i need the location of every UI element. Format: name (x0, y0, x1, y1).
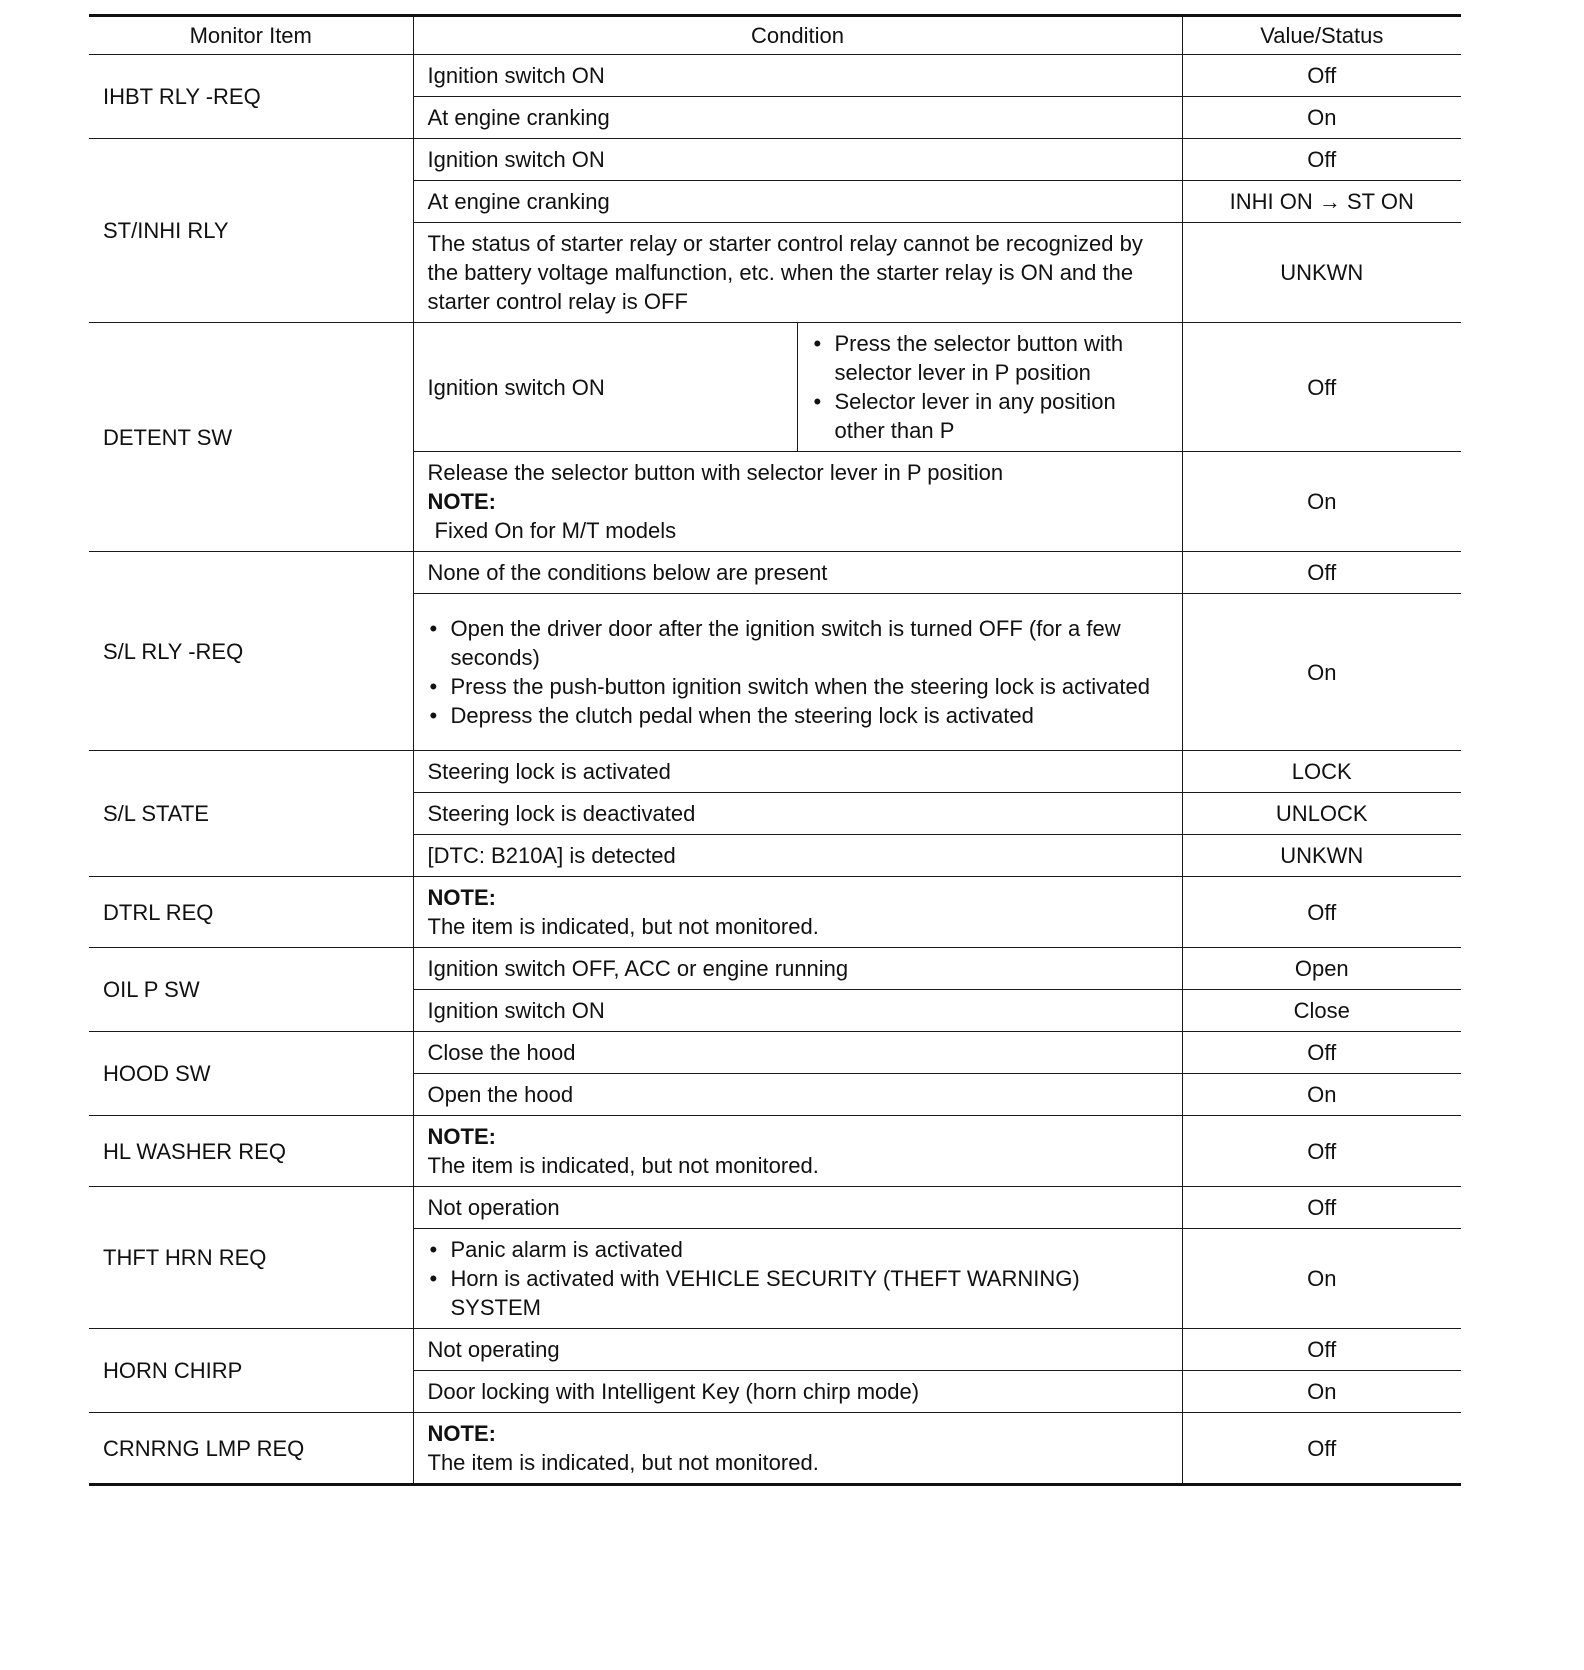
header-condition: Condition (413, 16, 1182, 55)
value-cell: Off (1182, 55, 1461, 97)
table-row (89, 1413, 1461, 1485)
table-row (89, 877, 1461, 948)
monitor-item-cell: HORN CHIRP (89, 1329, 413, 1413)
condition-cell (413, 1116, 1182, 1187)
value-cell: On (1182, 97, 1461, 139)
monitor-item-table (89, 14, 1461, 1486)
condition-cell: [DTC: B210A] is detected (413, 835, 1182, 877)
condition-cell (413, 1413, 1182, 1485)
condition-cell: Steering lock is deactivated (413, 793, 1182, 835)
condition-cell: Ignition switch ON (413, 55, 1182, 97)
condition-cell: Door locking with Intelligent Key (horn chirp mode) (413, 1371, 1182, 1413)
value-cell: Off (1182, 1187, 1461, 1229)
condition-bullet-list (428, 614, 1168, 730)
table-row (89, 139, 1461, 181)
condition-cell: At engine cranking (413, 97, 1182, 139)
value-cell: Off (1182, 139, 1461, 181)
value-cell: On (1182, 594, 1461, 751)
list-item: • Press the selector button with selector lever in P position (812, 329, 1168, 387)
value-cell: Off (1182, 1116, 1461, 1187)
note-label: NOTE: (427, 1421, 496, 1446)
condition-cell: Ignition switch ON (413, 990, 1182, 1032)
table-row (89, 1116, 1461, 1187)
value-cell: Close (1182, 990, 1461, 1032)
value-cell: Open (1182, 948, 1461, 990)
value-cell: Off (1182, 1413, 1461, 1485)
note-text: The item is indicated, but not monitored. (427, 914, 819, 939)
value-cell: INHI ON → ST ON (1182, 181, 1461, 223)
list-item: • Horn is activated with VEHICLE SECURITY (THEFT WARNING) SYSTEM (428, 1264, 1168, 1322)
value-cell: On (1182, 1371, 1461, 1413)
table-header-row (89, 16, 1461, 55)
table-row (89, 552, 1461, 594)
monitor-item-cell: S/L STATE (89, 751, 413, 877)
value-cell: Off (1182, 877, 1461, 948)
value-cell: Off (1182, 1329, 1461, 1371)
table-row (89, 948, 1461, 990)
condition-cell: Not operation (413, 1187, 1182, 1229)
monitor-item-cell: ST/INHI RLY (89, 139, 413, 323)
condition-detail-cell (797, 323, 1182, 452)
value-cell: Off (1182, 1032, 1461, 1074)
table-row (89, 1032, 1461, 1074)
monitor-item-cell: OIL P SW (89, 948, 413, 1032)
table-row (89, 323, 1461, 452)
value-cell: UNKWN (1182, 835, 1461, 877)
table-row (89, 1329, 1461, 1371)
condition-bullet-list (812, 329, 1168, 445)
note-text: Fixed On for M/T models (434, 518, 677, 543)
condition-cell: Ignition switch ON (413, 323, 797, 452)
value-cell: UNLOCK (1182, 793, 1461, 835)
value-cell: On (1182, 1229, 1461, 1329)
monitor-item-cell: THFT HRN REQ (89, 1187, 413, 1329)
condition-cell: None of the conditions below are present (413, 552, 1182, 594)
value-cell: On (1182, 452, 1461, 552)
list-item: • Press the push-button ignition switch when the steering lock is activated (428, 672, 1168, 701)
monitor-item-table-sheet (89, 14, 1461, 1486)
header-monitor-item: Monitor Item (89, 16, 413, 55)
condition-cell: The status of starter relay or starter control relay cannot be recognized by the battery voltage malfunction, etc. when the starter relay is ON and the starter control relay is OFF (413, 223, 1182, 323)
condition-cell: Ignition switch ON (413, 139, 1182, 181)
condition-cell: At engine cranking (413, 181, 1182, 223)
condition-text: Release the selector button with selector lever in P position (427, 460, 1004, 485)
monitor-item-cell: DETENT SW (89, 323, 413, 552)
list-item: • Panic alarm is activated (428, 1235, 1168, 1264)
note-text: The item is indicated, but not monitored. (427, 1153, 819, 1178)
monitor-item-cell: IHBT RLY -REQ (89, 55, 413, 139)
condition-cell: Steering lock is activated (413, 751, 1182, 793)
table-row (89, 55, 1461, 97)
condition-cell: Close the hood (413, 1032, 1182, 1074)
value-cell: LOCK (1182, 751, 1461, 793)
note-label: NOTE: (427, 885, 496, 910)
monitor-item-cell: CRNRNG LMP REQ (89, 1413, 413, 1485)
note-text: The item is indicated, but not monitored. (427, 1450, 819, 1475)
monitor-item-cell: DTRL REQ (89, 877, 413, 948)
note-label: NOTE: (427, 489, 496, 514)
value-cell: Off (1182, 323, 1461, 452)
condition-cell: Not operating (413, 1329, 1182, 1371)
monitor-item-cell: HOOD SW (89, 1032, 413, 1116)
condition-bullet-list (428, 1235, 1168, 1322)
table-row (89, 751, 1461, 793)
condition-cell (413, 452, 1182, 552)
header-value-status: Value/Status (1182, 16, 1461, 55)
value-cell: On (1182, 1074, 1461, 1116)
condition-cell (413, 877, 1182, 948)
table-row (89, 1187, 1461, 1229)
value-cell: Off (1182, 552, 1461, 594)
monitor-item-cell: S/L RLY -REQ (89, 552, 413, 751)
note-label: NOTE: (427, 1124, 496, 1149)
condition-cell (413, 594, 1182, 751)
list-item: • Selector lever in any position other than P (812, 387, 1168, 445)
condition-cell: Ignition switch OFF, ACC or engine running (413, 948, 1182, 990)
list-item: • Depress the clutch pedal when the steering lock is activated (428, 701, 1168, 730)
condition-cell (413, 1229, 1182, 1329)
list-item: • Open the driver door after the ignition switch is turned OFF (for a few seconds) (428, 614, 1168, 672)
value-cell: UNKWN (1182, 223, 1461, 323)
condition-cell: Open the hood (413, 1074, 1182, 1116)
monitor-item-cell: HL WASHER REQ (89, 1116, 413, 1187)
